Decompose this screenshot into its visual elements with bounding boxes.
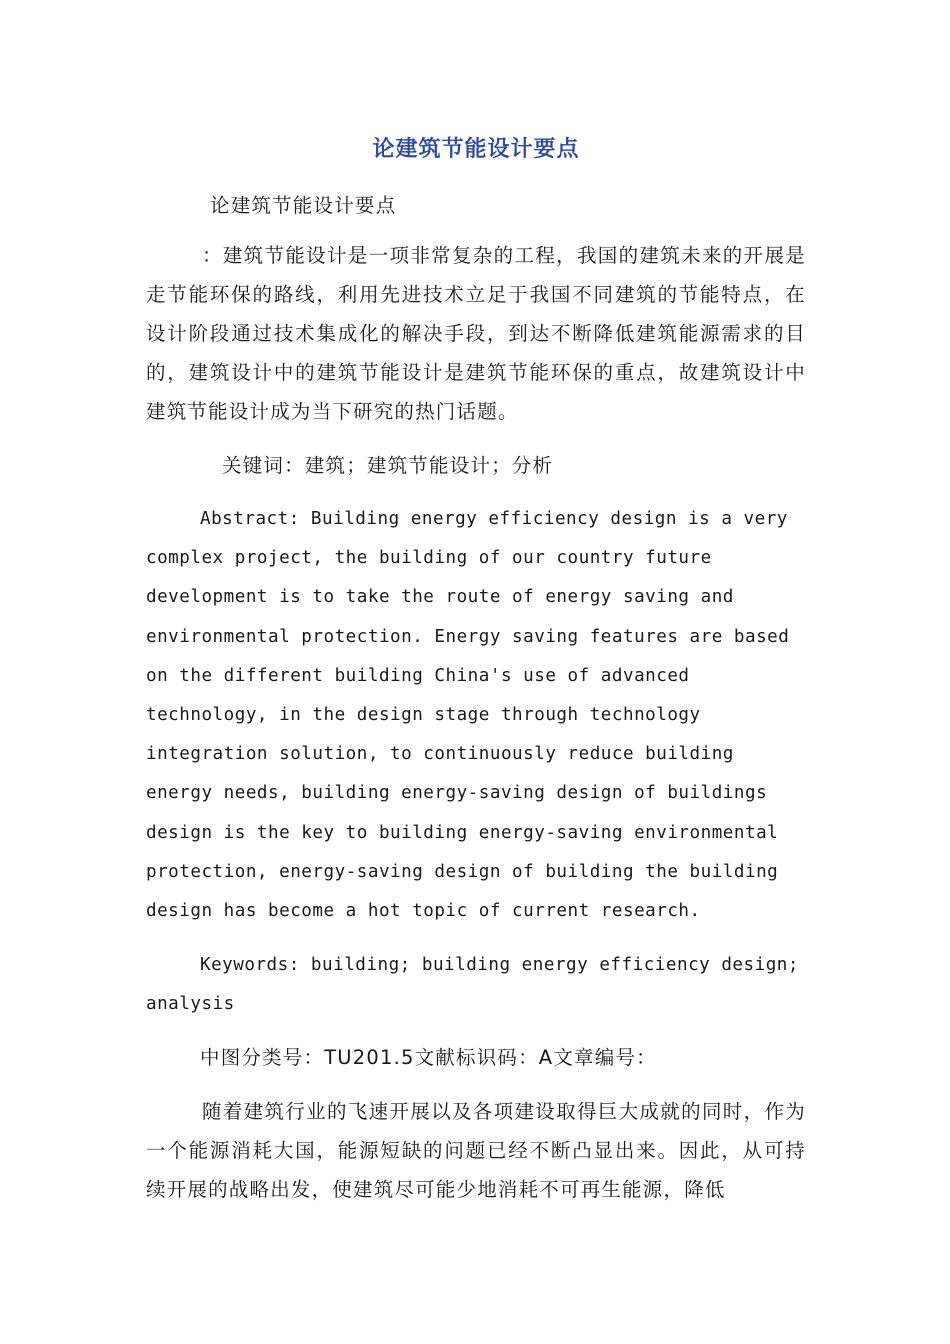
classification-line: 中图分类号：TU201.5文献标识码：A文章编号：: [200, 1046, 657, 1069]
document-subtitle: 论建筑节能设计要点: [210, 194, 397, 217]
body-paragraph: 随着建筑行业的飞速开展以及各项建设取得巨大成就的同时，作为一个能源消耗大国，能源短缺的问题已经不断凸显出来。因此，从可持续开展的战略出发，使建筑尽可能少地消耗不可再生能源，降低: [146, 1100, 806, 1201]
abstract-chinese: ：建筑节能设计是一项非常复杂的工程，我国的建筑未来的开展是走节能环保的路线，利用先进技术立足于我国不同建筑的节能特点，在设计阶段通过技术集成化的解决手段，到达不断降低建筑能源需求的目的，建筑设计中的建筑节能设计是建筑节能环保的重点，故建筑设计中建筑节能设计成为当下研究的热门话题。: [146, 244, 806, 423]
keywords-english: Keywords: building; building energy efficiency design; analysis: [146, 955, 799, 1015]
abstract-english: Abstract: Building energy efficiency design is a very complex project, the building of our country future development is to take the route of energy saving and environmental protection. Energy saving features are based on the different building China's use of advanced technology, in the design stage through technology integration solution, to continuously reduce building energy needs, building energy-saving design of buildings design is the key to building energy-saving environmental protection, energy-saving design of building the building design has become a hot topic of current research.: [146, 509, 790, 922]
keywords-chinese: 关键词：建筑；建筑节能设计；分析: [222, 454, 554, 477]
document-title: 论建筑节能设计要点: [372, 137, 580, 162]
